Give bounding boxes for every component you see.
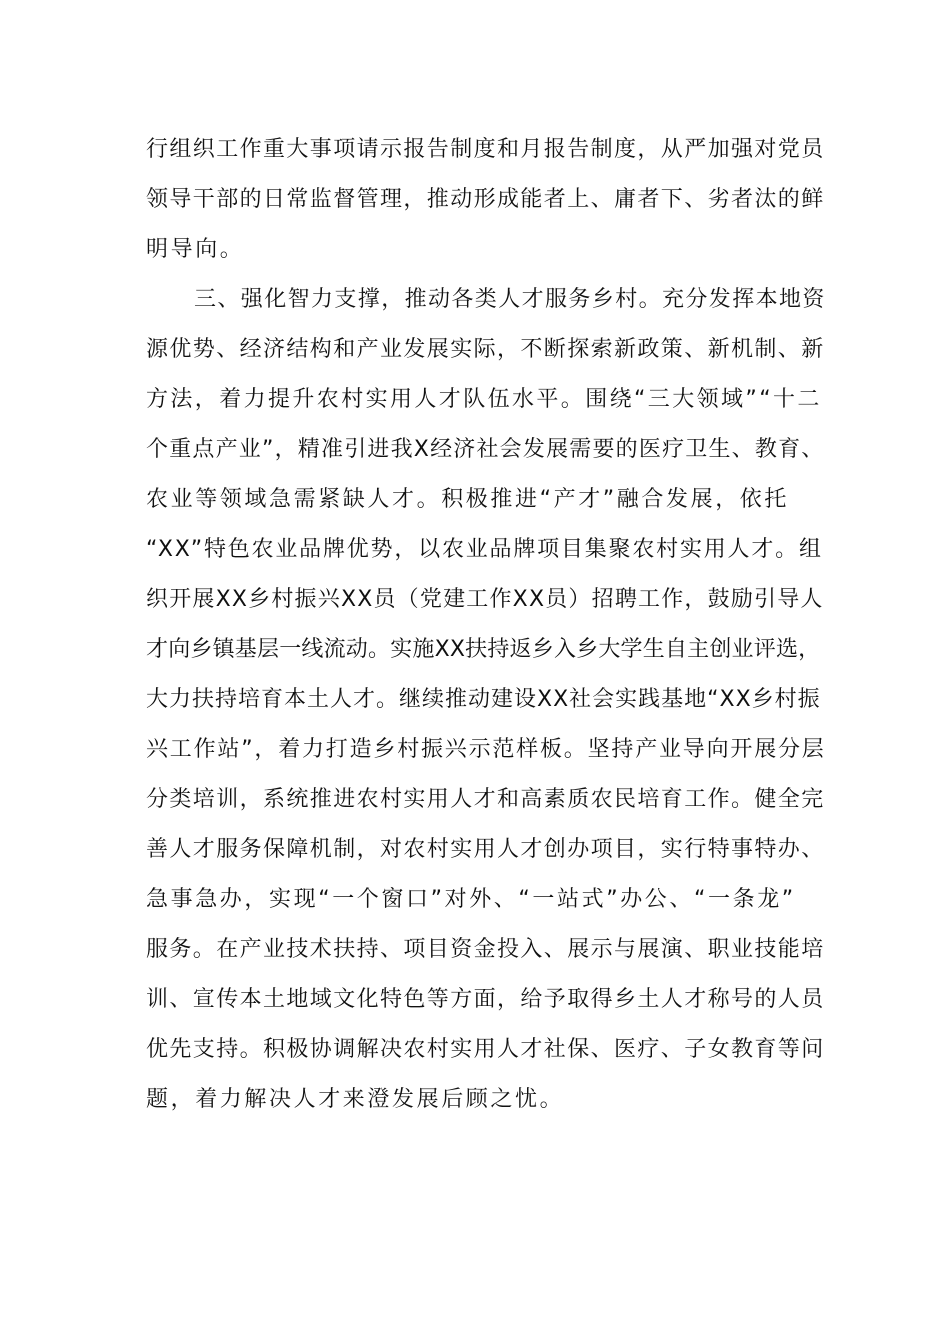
text-line: 农业等领域急需紧缺人才。积极推进“产才”融合发展，依托 bbox=[146, 487, 789, 512]
text-line: 个重点产业”，精准引进我X经济社会发展需要的医疗卫生、教育、 bbox=[146, 437, 825, 462]
text-line: 服务。在产业技术扶持、项目资金投入、展示与展演、职业技能培 bbox=[146, 937, 825, 962]
text-line: 优先支持。积极协调解决农村实用人才社保、医疗、子女教育等问 bbox=[146, 1037, 825, 1062]
text-line: 源优势、经济结构和产业发展实际，不断探索新政策、新机制、新 bbox=[146, 337, 825, 362]
text-line: 兴工作站”，着力打造乡村振兴示范样板。坚持产业导向开展分层 bbox=[146, 737, 826, 762]
text-line: 领导干部的日常监督管理，推动形成能者上、庸者下、劣者汰的鲜 bbox=[146, 187, 825, 212]
text-line: 训、宣传本土地域文化特色等方面，给予取得乡土人才称号的人员 bbox=[146, 987, 825, 1012]
text-line: 善人才服务保障机制，对农村实用人才创办项目，实行特事特办、 bbox=[146, 837, 825, 862]
text-line: “XX”特色农业品牌优势，以农业品牌项目集聚农村实用人才。组 bbox=[146, 537, 823, 562]
text-line: 行组织工作重大事项请示报告制度和月报告制度，从严加强对党员 bbox=[146, 137, 825, 162]
text-line: 三、强化智力支撑，推动各类人才服务乡村。充分发挥本地资 bbox=[194, 287, 826, 312]
text-line: 急事急办，实现“一个窗口”对外、“一站式”办公、“一条龙” bbox=[146, 887, 796, 912]
text-line: 织开展XX乡村振兴XX员（党建工作XX员）招聘工作，鼓励引导人 bbox=[146, 587, 824, 612]
text-line: 明导向。 bbox=[146, 237, 245, 262]
text-line: 大力扶持培育本土人才。继续推动建设XX社会实践基地“XX乡村振 bbox=[146, 687, 821, 712]
text-line: 分类培训，系统推进农村实用人才和高素质农民培育工作。健全完 bbox=[146, 787, 825, 812]
text-line: 题，着力解决人才来澄发展后顾之忧。 bbox=[146, 1087, 565, 1112]
text-line: 方法，着力提升农村实用人才队伍水平。围绕“三大领域”“十二 bbox=[146, 387, 822, 412]
text-line: 才向乡镇基层一线流动。实施XX扶持返乡入乡大学生自主创业评选， bbox=[146, 637, 821, 662]
